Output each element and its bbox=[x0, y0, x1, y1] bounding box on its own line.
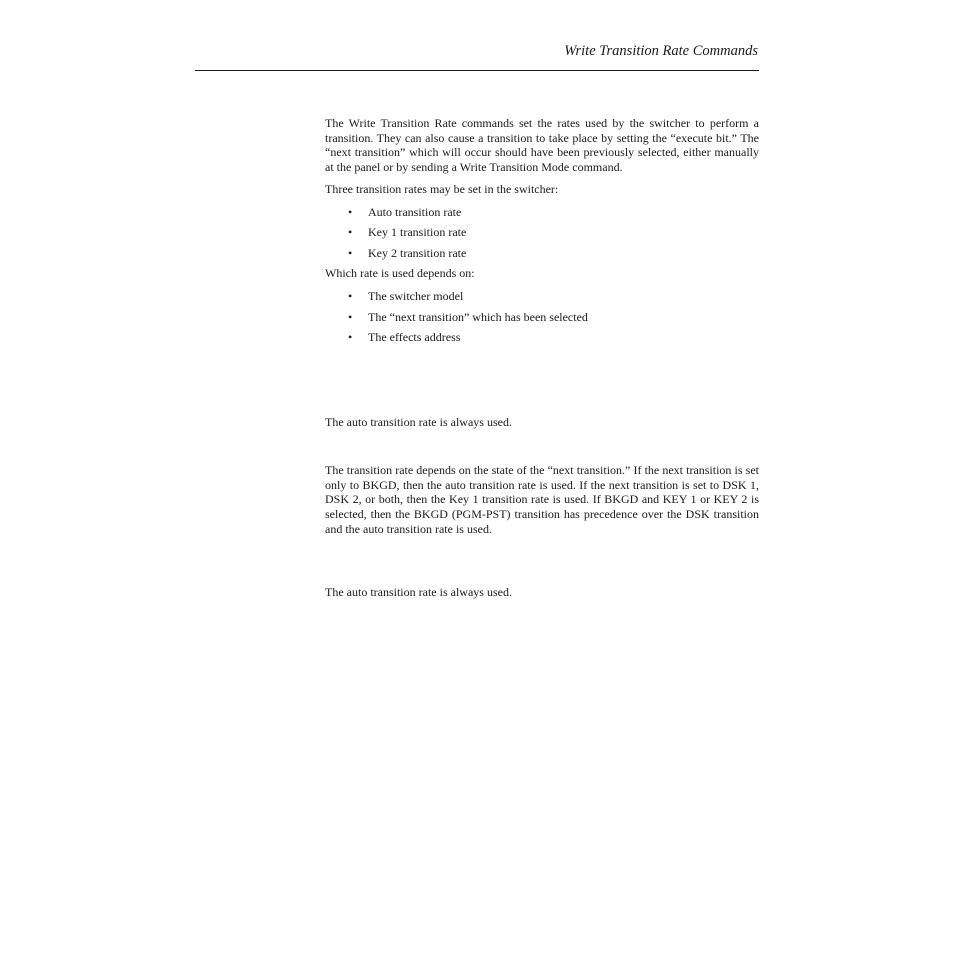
section1-paragraph: The auto transition rate is always used. bbox=[325, 414, 512, 429]
bullet-icon: • bbox=[348, 289, 353, 304]
list-item: • Key 1 transition rate bbox=[348, 225, 467, 240]
rates-intro: Three transition rates may be set in the switcher: bbox=[325, 182, 559, 197]
list-item: • The “next transition” which has been selected bbox=[348, 309, 588, 324]
bullet-icon: • bbox=[348, 225, 353, 240]
intro-paragraph: The Write Transition Rate commands set the rates used by the switcher to perform a transition. They can also cause a transition to take place by setting the “execute bit.” The “next transition” which will occur should have been previously selected, either manually at the panel or by sending a Write Transition Mode command. bbox=[325, 116, 759, 174]
rates-list bbox=[325, 205, 759, 267]
document-body bbox=[325, 116, 759, 600]
depends-list bbox=[325, 289, 759, 351]
bullet-icon: • bbox=[348, 309, 353, 324]
list-item: • The switcher model bbox=[348, 289, 464, 304]
list-item: • Key 2 transition rate bbox=[348, 245, 467, 260]
bullet-icon: • bbox=[348, 245, 353, 260]
page-header-title: Write Transition Rate Commands bbox=[564, 43, 758, 59]
section2-paragraph: The transition rate depends on the state of the “next transition.” If the next transition is set only to BKGD, then the auto transition rate is used. If the next transition is set to DSK 1, DSK 2, or both, then the Key 1 transition rate is used. If BKGD and KEY 1 or KEY 2 is selected, then the BKGD (PGM-PST) transition has precedence over the DSK transition and the auto transition rate is used. bbox=[325, 463, 759, 536]
bullet-icon: • bbox=[348, 204, 353, 219]
depends-intro: Which rate is used depends on: bbox=[325, 266, 475, 281]
header-divider bbox=[195, 70, 759, 71]
list-item: • Auto transition rate bbox=[348, 204, 462, 219]
list-item: • The effects address bbox=[348, 330, 461, 345]
section3-paragraph: The auto transition rate is always used. bbox=[325, 585, 512, 600]
bullet-icon: • bbox=[348, 330, 353, 345]
